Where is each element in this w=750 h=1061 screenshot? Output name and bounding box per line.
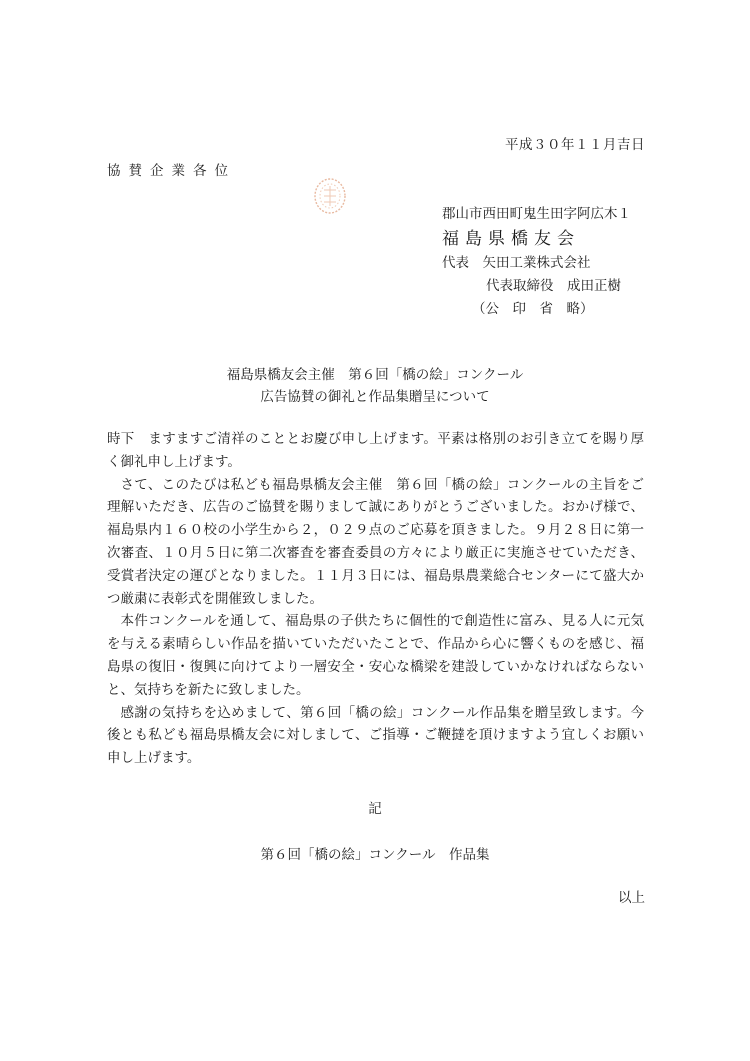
letter-date: 平成３０年１１月吉日 — [505, 137, 645, 153]
body-paragraph-3: 本件コンクールを通して、福島県の子供たちに個性的で創造性に富み、見る人に元気を与える素晴らしい作品を描いていただいたことで、作品から心に響くものを感じ、福島県の復旧・復興に向けてより一層安全・安心な橋梁を建設していかなければならないと、気持ちを新たに致しました。 — [107, 613, 644, 698]
closing-mark: 以上 — [618, 890, 645, 906]
ki-heading: 記 — [368, 801, 382, 817]
subject-line-2: 広告協賛の御礼と作品集贈呈について — [260, 389, 490, 405]
body-paragraph-1: 時下 ますますご清祥のこととお慶び申し上げます。平素は格別のお引き立てを賜り厚く御礼申し上げます。 — [107, 431, 644, 470]
sender-representative: 代表 矢田工業株式会社 — [442, 255, 591, 271]
body-paragraph-2: さて、このたびは私ども福島県橋友会主催 第６回「橋の絵」コンクールの主旨をご理解いただき、広告のご協賛を賜りまして誠にありがとうございました。おかげ様で、福島県内１６０校の小学生から２，０２９点のご応募を頂きました。９月２８日に第一次審査、１０月５日に第二次審査を審査委員の方々により厳正に実施させていただき、受賞者決定の運びとなりました。１１月３日には、福島県農業総合センターにて盛大かつ厳粛に表彰式を開催致しました。 — [107, 476, 644, 607]
sender-title: 代表取締役 成田正樹 — [486, 278, 621, 294]
letter-subject — [0, 364, 750, 408]
sender-organization: 福島県橋友会 — [442, 229, 580, 249]
body-paragraph-4: 感謝の気持ちを込めまして、第６回「橋の絵」コンクール作品集を贈呈致します。今後とも私ども福島県橋友会に対しまして、ご指導・ご鞭撻を頂けますよう宜しくお願い申し上げます。 — [107, 704, 644, 767]
stamp-omitted-note: （公 印 省 略） — [472, 301, 594, 317]
sender-address: 郡山市西田町鬼生田字阿広木１ — [442, 206, 631, 222]
subject-line-1: 福島県橋友会主催 第６回「橋の絵」コンクール — [226, 367, 524, 383]
sender-block — [442, 203, 631, 321]
seal-stamp-icon — [312, 176, 348, 216]
recipient: 協賛企業各位 — [107, 163, 236, 179]
letter-body — [107, 428, 644, 770]
enclosure-item: 第６回「橋の絵」コンクール 作品集 — [260, 847, 490, 863]
